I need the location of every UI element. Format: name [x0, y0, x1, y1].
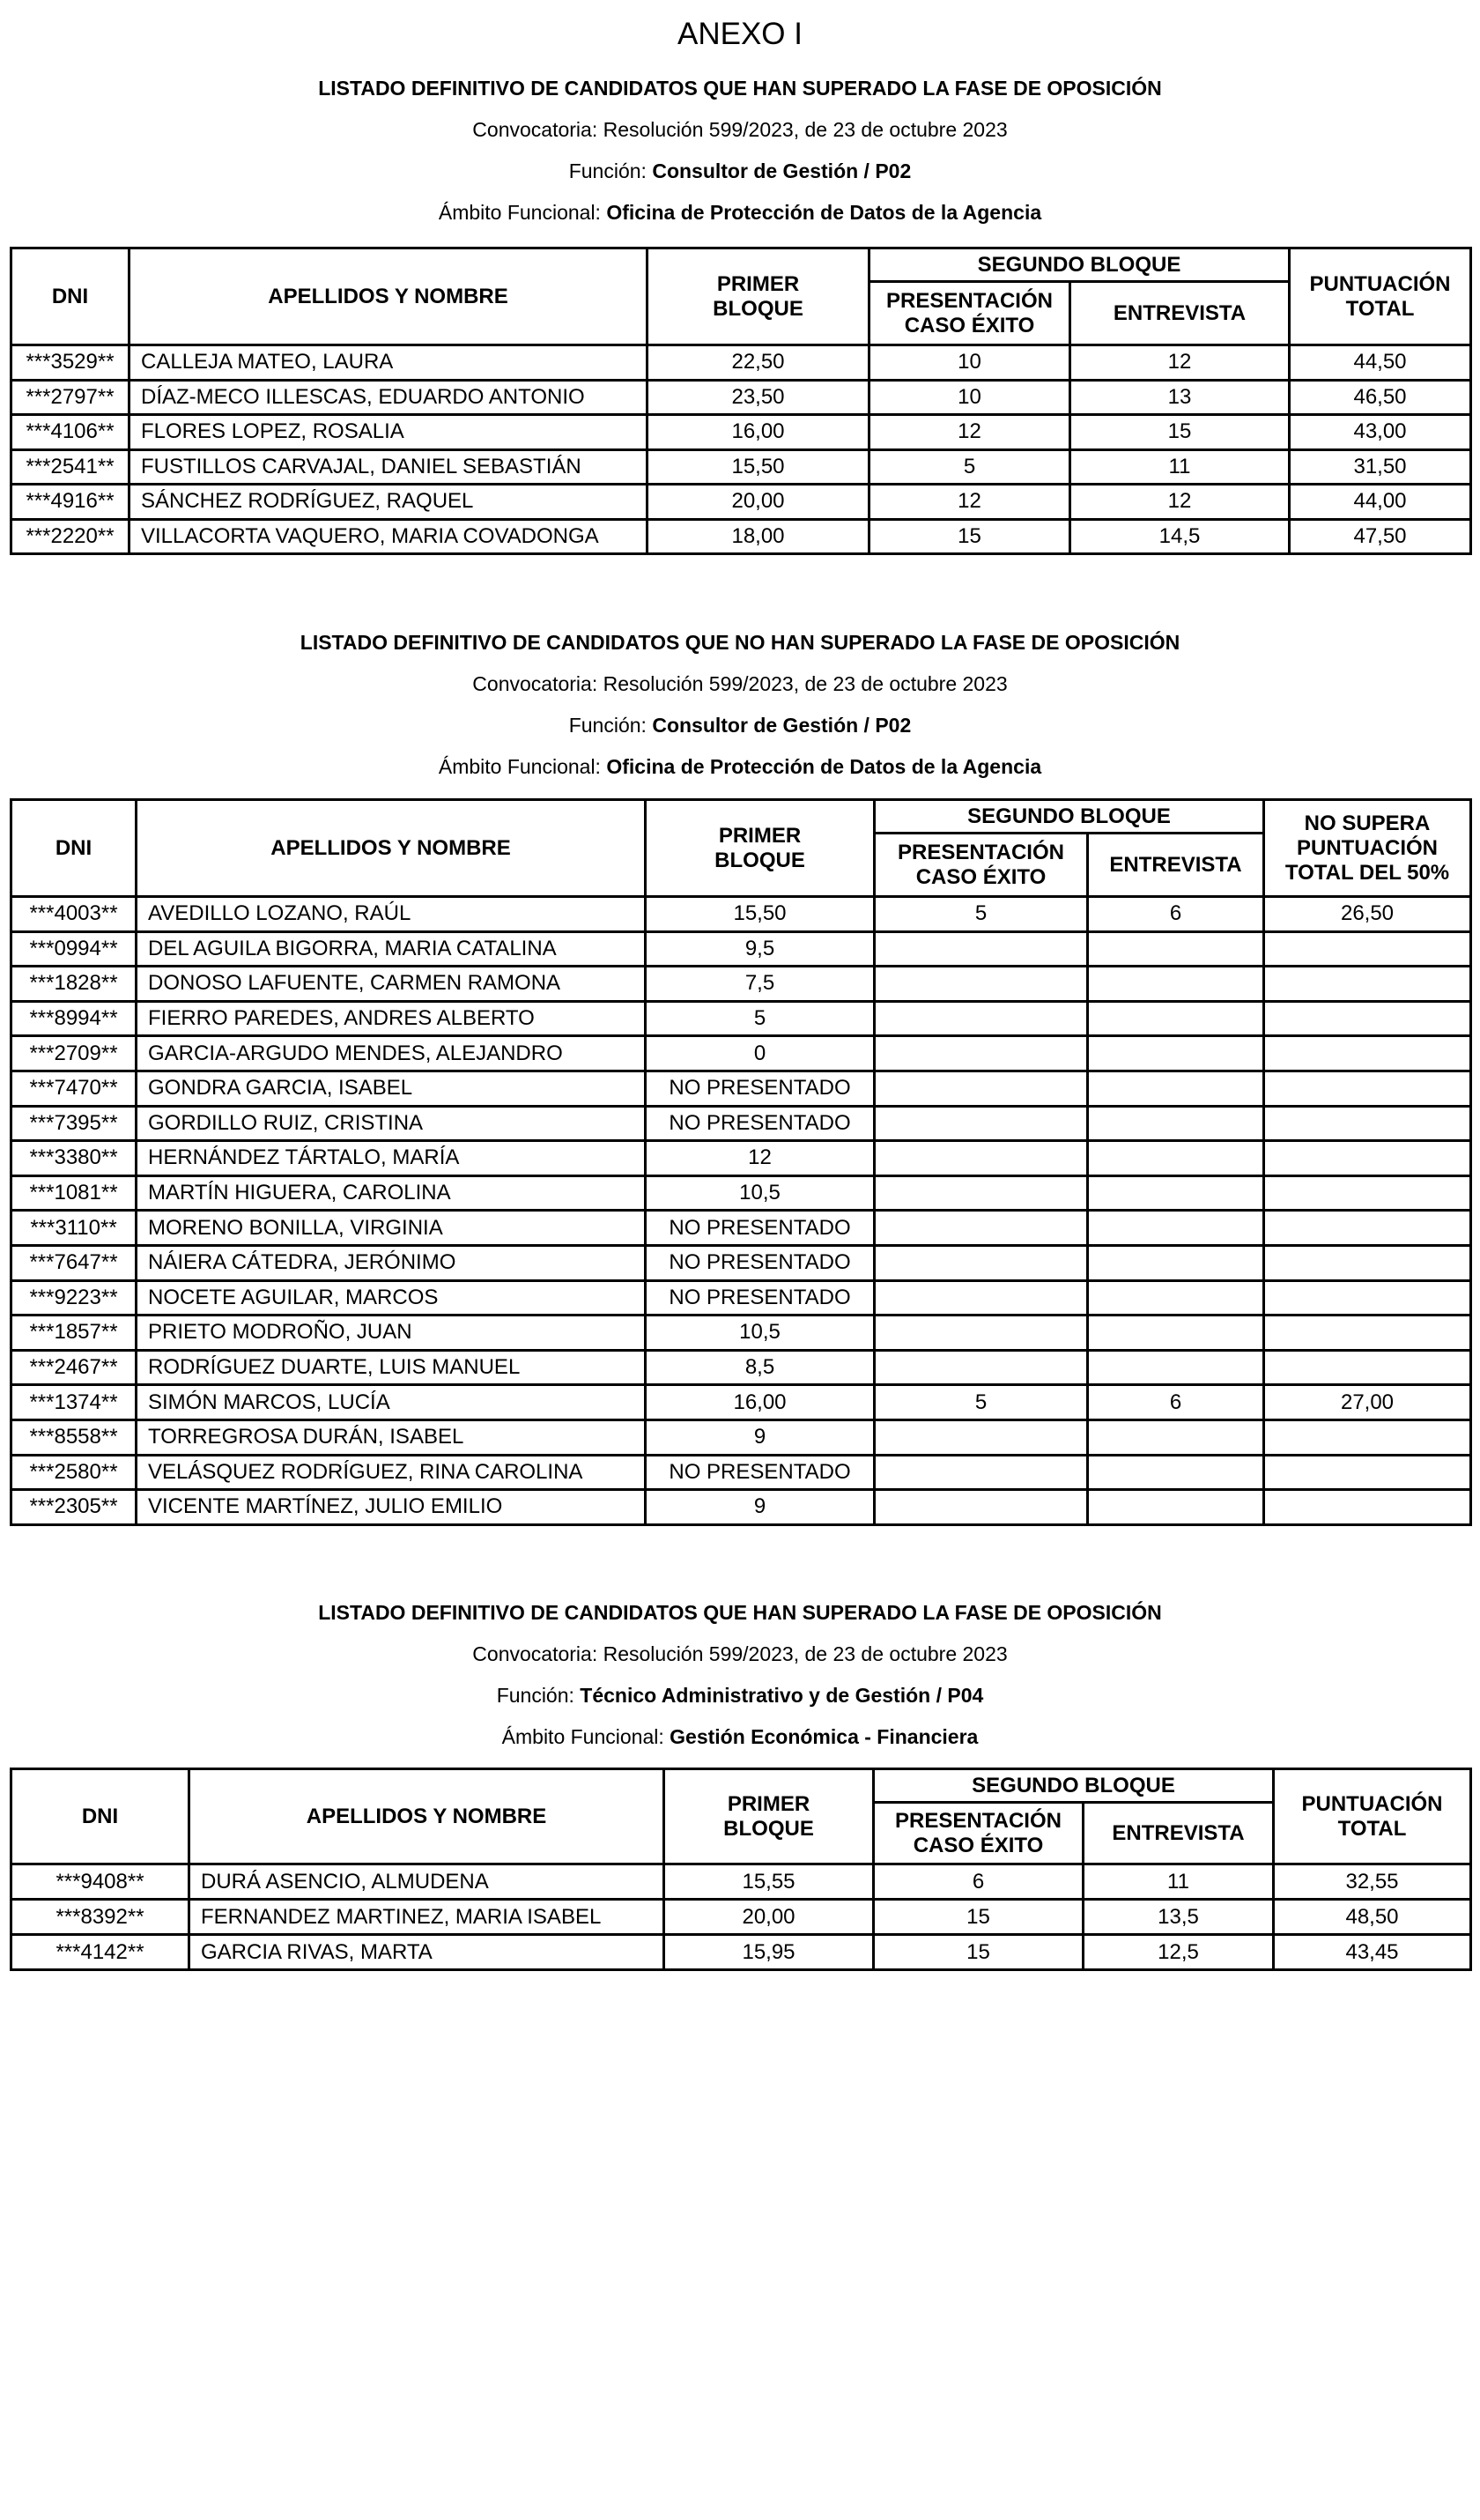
total-cell: [1264, 931, 1471, 967]
name-cell: FUSTILLOS CARVAJAL, DANIEL SEBASTIÁN: [130, 449, 648, 485]
entrevista-cell: 13: [1070, 380, 1290, 415]
entrevista-cell: [1088, 1350, 1264, 1385]
entrevista-cell: [1088, 1001, 1264, 1036]
convocatoria-line: Convocatoria: Resolución 599/2023, de 23 de octubre 2023: [472, 118, 1008, 141]
primer-bloque-cell: NO PRESENTADO: [646, 1280, 875, 1316]
entrevista-cell: [1088, 1211, 1264, 1246]
col-header-segundo-bloque: SEGUNDO BLOQUE: [875, 800, 1264, 834]
dni-cell: ***7395**: [11, 1106, 137, 1141]
total-cell: [1264, 1001, 1471, 1036]
total-cell: 32,55: [1274, 1864, 1471, 1900]
name-cell: RODRÍGUEZ DUARTE, LUIS MANUEL: [137, 1350, 646, 1385]
dni-cell: ***4106**: [11, 415, 130, 450]
primer-bloque-cell: 9: [646, 1419, 875, 1455]
total-cell: [1264, 1455, 1471, 1490]
entrevista-cell: 15: [1070, 415, 1290, 450]
presentacion-cell: 15: [874, 1935, 1084, 1970]
section-3-header: [0, 1591, 1480, 1758]
dni-cell: ***3529**: [11, 345, 130, 381]
col-header-segundo-bloque: SEGUNDO BLOQUE: [870, 248, 1290, 282]
presentacion-cell: 12: [870, 485, 1070, 520]
total-cell: [1264, 1419, 1471, 1455]
table-row: [11, 967, 1471, 1002]
presentacion-cell: 10: [870, 380, 1070, 415]
dni-cell: ***2580**: [11, 1455, 137, 1490]
primer-bloque-cell: NO PRESENTADO: [646, 1245, 875, 1280]
entrevista-cell: 6: [1088, 1385, 1264, 1420]
dni-cell: ***3380**: [11, 1141, 137, 1176]
table-row: [11, 897, 1471, 932]
primer-bloque-cell: 20,00: [664, 1900, 874, 1935]
primer-bloque-cell: 15,95: [664, 1935, 874, 1970]
primer-bloque-cell: 16,00: [646, 1385, 875, 1420]
dni-cell: ***8558**: [11, 1419, 137, 1455]
total-cell: [1264, 1036, 1471, 1071]
presentacion-cell: [875, 967, 1088, 1002]
primer-bloque-cell: 7,5: [646, 967, 875, 1002]
table-row: [11, 1350, 1471, 1385]
ambito-line: [0, 746, 1480, 788]
presentacion-cell: [875, 1001, 1088, 1036]
entrevista-cell: [1088, 1036, 1264, 1071]
dni-cell: ***2541**: [11, 449, 130, 485]
table-row: [11, 1211, 1471, 1246]
dni-cell: ***0994**: [11, 931, 137, 967]
primer-bloque-cell: 5: [646, 1001, 875, 1036]
presentacion-cell: [875, 1036, 1088, 1071]
col-header-nombre: APELLIDOS Y NOMBRE: [137, 800, 646, 897]
table-row: [11, 519, 1471, 554]
entrevista-cell: [1088, 1316, 1264, 1351]
table-row: [11, 1175, 1471, 1211]
presentacion-cell: [875, 1455, 1088, 1490]
primer-bloque-cell: NO PRESENTADO: [646, 1071, 875, 1106]
total-cell: 47,50: [1290, 519, 1471, 554]
ambito-line: [0, 1716, 1480, 1758]
primer-bloque-cell: 18,00: [648, 519, 870, 554]
presentacion-cell: [875, 931, 1088, 967]
name-cell: MARTÍN HIGUERA, CAROLINA: [137, 1175, 646, 1211]
table-passed-consultor: [10, 247, 1472, 555]
name-cell: GARCIA RIVAS, MARTA: [189, 1935, 664, 1970]
total-cell: [1264, 1280, 1471, 1316]
primer-bloque-cell: 22,50: [648, 345, 870, 381]
primer-bloque-cell: 15,55: [664, 1864, 874, 1900]
dni-cell: ***1081**: [11, 1175, 137, 1211]
name-cell: TORREGROSA DURÁN, ISABEL: [137, 1419, 646, 1455]
entrevista-cell: [1088, 1419, 1264, 1455]
entrevista-cell: [1088, 1175, 1264, 1211]
table-row: [11, 1001, 1471, 1036]
table-row: [11, 1490, 1471, 1525]
section-heading: LISTADO DEFINITIVO DE CANDIDATOS QUE HAN SUPERADO LA FASE DE OPOSICIÓN: [318, 77, 1162, 100]
name-cell: SIMÓN MARCOS, LUCÍA: [137, 1385, 646, 1420]
section-2-header: [0, 621, 1480, 788]
col-header-presentacion: PRESENTACIÓN CASO ÉXITO: [874, 1803, 1084, 1864]
total-cell: [1264, 1211, 1471, 1246]
name-cell: VICENTE MARTÍNEZ, JULIO EMILIO: [137, 1490, 646, 1525]
entrevista-cell: [1088, 1245, 1264, 1280]
col-header-entrevista: ENTREVISTA: [1070, 282, 1290, 345]
presentacion-cell: 12: [870, 415, 1070, 450]
presentacion-cell: [875, 1490, 1088, 1525]
dni-cell: ***2797**: [11, 380, 130, 415]
name-cell: DURÁ ASENCIO, ALMUDENA: [189, 1864, 664, 1900]
dni-cell: ***7470**: [11, 1071, 137, 1106]
dni-cell: ***1857**: [11, 1316, 137, 1351]
total-cell: 48,50: [1274, 1900, 1471, 1935]
col-header-nombre: APELLIDOS Y NOMBRE: [189, 1769, 664, 1864]
document-title: ANEXO I: [677, 17, 803, 51]
primer-bloque-cell: 8,5: [646, 1350, 875, 1385]
entrevista-cell: [1088, 1106, 1264, 1141]
col-header-dni: DNI: [11, 248, 130, 345]
total-cell: 46,50: [1290, 380, 1471, 415]
entrevista-cell: 11: [1084, 1864, 1274, 1900]
entrevista-cell: 12,5: [1084, 1935, 1274, 1970]
presentacion-cell: [875, 1175, 1088, 1211]
total-cell: [1264, 1106, 1471, 1141]
section-heading: LISTADO DEFINITIVO DE CANDIDATOS QUE NO HAN SUPERADO LA FASE DE OPOSICIÓN: [300, 631, 1180, 654]
dni-cell: ***2467**: [11, 1350, 137, 1385]
funcion-value: Técnico Administrativo y de Gestión / P04: [580, 1684, 984, 1707]
table-row: [11, 1245, 1471, 1280]
convocatoria-line: Convocatoria: Resolución 599/2023, de 23 de octubre 2023: [472, 672, 1008, 695]
col-header-nombre: APELLIDOS Y NOMBRE: [130, 248, 648, 345]
name-cell: DÍAZ-MECO ILLESCAS, EDUARDO ANTONIO: [130, 380, 648, 415]
table-row: [11, 1900, 1471, 1935]
primer-bloque-cell: 10,5: [646, 1316, 875, 1351]
presentacion-cell: 5: [875, 1385, 1088, 1420]
col-header-presentacion: PRESENTACIÓN CASO ÉXITO: [875, 834, 1088, 897]
ambito-label: Ámbito Funcional:: [501, 1725, 670, 1748]
total-cell: [1264, 1316, 1471, 1351]
primer-bloque-cell: 20,00: [648, 485, 870, 520]
entrevista-cell: [1088, 1490, 1264, 1525]
presentacion-cell: 10: [870, 345, 1070, 381]
total-cell: [1264, 1141, 1471, 1176]
name-cell: GONDRA GARCIA, ISABEL: [137, 1071, 646, 1106]
table-row: [11, 1036, 1471, 1071]
entrevista-cell: [1088, 1280, 1264, 1316]
table-row: [11, 380, 1471, 415]
entrevista-cell: [1088, 1455, 1264, 1490]
entrevista-cell: [1088, 931, 1264, 967]
primer-bloque-cell: 9,5: [646, 931, 875, 967]
table-row: [11, 1419, 1471, 1455]
name-cell: AVEDILLO LOZANO, RAÚL: [137, 897, 646, 932]
name-cell: MORENO BONILLA, VIRGINIA: [137, 1211, 646, 1246]
presentacion-cell: [875, 1211, 1088, 1246]
name-cell: FLORES LOPEZ, ROSALIA: [130, 415, 648, 450]
total-cell: 26,50: [1264, 897, 1471, 932]
table-row: [11, 485, 1471, 520]
ambito-value: Oficina de Protección de Datos de la Agencia: [606, 755, 1042, 778]
table-row: [11, 1864, 1471, 1900]
total-cell: [1264, 1245, 1471, 1280]
name-cell: PRIETO MODROÑO, JUAN: [137, 1316, 646, 1351]
dni-cell: ***4003**: [11, 897, 137, 932]
name-cell: FIERRO PAREDES, ANDRES ALBERTO: [137, 1001, 646, 1036]
col-header-total: PUNTUACIÓN TOTAL: [1290, 248, 1471, 345]
col-header-dni: DNI: [11, 1769, 189, 1864]
table-row: [11, 1106, 1471, 1141]
ambito-value: Oficina de Protección de Datos de la Agencia: [606, 201, 1042, 224]
presentacion-cell: 6: [874, 1864, 1084, 1900]
col-header-primer-bloque: PRIMER BLOQUE: [664, 1769, 874, 1864]
total-cell: [1264, 967, 1471, 1002]
presentacion-cell: [875, 1141, 1088, 1176]
funcion-line: [0, 151, 1480, 192]
primer-bloque-cell: 9: [646, 1490, 875, 1525]
dni-cell: ***9408**: [11, 1864, 189, 1900]
presentacion-cell: [875, 1071, 1088, 1106]
primer-bloque-cell: 10,5: [646, 1175, 875, 1211]
table-not-passed-consultor: [10, 798, 1472, 1526]
entrevista-cell: 12: [1070, 485, 1290, 520]
name-cell: NÁIERA CÁTEDRA, JERÓNIMO: [137, 1245, 646, 1280]
presentacion-cell: [875, 1280, 1088, 1316]
entrevista-cell: 6: [1088, 897, 1264, 932]
dni-cell: ***8994**: [11, 1001, 137, 1036]
total-cell: 43,00: [1290, 415, 1471, 450]
primer-bloque-cell: 23,50: [648, 380, 870, 415]
funcion-label: Función:: [568, 714, 653, 737]
name-cell: SÁNCHEZ RODRÍGUEZ, RAQUEL: [130, 485, 648, 520]
table-row: [11, 1280, 1471, 1316]
col-header-dni: DNI: [11, 800, 137, 897]
dni-cell: ***2305**: [11, 1490, 137, 1525]
table-row: [11, 415, 1471, 450]
total-cell: [1264, 1071, 1471, 1106]
total-cell: 31,50: [1290, 449, 1471, 485]
presentacion-cell: 5: [870, 449, 1070, 485]
dni-cell: ***1828**: [11, 967, 137, 1002]
presentacion-cell: [875, 1106, 1088, 1141]
table-row: [11, 931, 1471, 967]
col-header-presentacion: PRESENTACIÓN CASO ÉXITO: [870, 282, 1070, 345]
primer-bloque-cell: 15,50: [646, 897, 875, 932]
table-row: [11, 1935, 1471, 1970]
primer-bloque-cell: 12: [646, 1141, 875, 1176]
convocatoria-line: Convocatoria: Resolución 599/2023, de 23 de octubre 2023: [472, 1642, 1008, 1665]
name-cell: VELÁSQUEZ RODRÍGUEZ, RINA CAROLINA: [137, 1455, 646, 1490]
col-header-entrevista: ENTREVISTA: [1088, 834, 1264, 897]
primer-bloque-cell: 0: [646, 1036, 875, 1071]
funcion-line: [0, 705, 1480, 746]
total-cell: [1264, 1490, 1471, 1525]
entrevista-cell: 14,5: [1070, 519, 1290, 554]
entrevista-cell: 13,5: [1084, 1900, 1274, 1935]
total-cell: 43,45: [1274, 1935, 1471, 1970]
dni-cell: ***8392**: [11, 1900, 189, 1935]
col-header-primer-bloque: PRIMER BLOQUE: [646, 800, 875, 897]
dni-cell: ***7647**: [11, 1245, 137, 1280]
total-cell: 44,00: [1290, 485, 1471, 520]
entrevista-cell: [1088, 967, 1264, 1002]
table-row: [11, 1455, 1471, 1490]
primer-bloque-cell: NO PRESENTADO: [646, 1455, 875, 1490]
presentacion-cell: [875, 1419, 1088, 1455]
presentacion-cell: 15: [874, 1900, 1084, 1935]
name-cell: GORDILLO RUIZ, CRISTINA: [137, 1106, 646, 1141]
ambito-label: Ámbito Funcional:: [438, 201, 607, 224]
dni-cell: ***2709**: [11, 1036, 137, 1071]
table-row: [11, 1385, 1471, 1420]
funcion-value: Consultor de Gestión / P02: [652, 159, 912, 182]
primer-bloque-cell: 16,00: [648, 415, 870, 450]
col-header-no-supera: NO SUPERA PUNTUACIÓN TOTAL DEL 50%: [1264, 800, 1471, 897]
presentacion-cell: [875, 1316, 1088, 1351]
name-cell: VILLACORTA VAQUERO, MARIA COVADONGA: [130, 519, 648, 554]
col-header-total: PUNTUACIÓN TOTAL: [1274, 1769, 1471, 1864]
name-cell: FERNANDEZ MARTINEZ, MARIA ISABEL: [189, 1900, 664, 1935]
entrevista-cell: 12: [1070, 345, 1290, 381]
funcion-label: Función:: [496, 1684, 581, 1707]
primer-bloque-cell: 15,50: [648, 449, 870, 485]
entrevista-cell: 11: [1070, 449, 1290, 485]
primer-bloque-cell: NO PRESENTADO: [646, 1106, 875, 1141]
presentacion-cell: [875, 1350, 1088, 1385]
col-header-entrevista: ENTREVISTA: [1084, 1803, 1274, 1864]
total-cell: 44,50: [1290, 345, 1471, 381]
presentacion-cell: 15: [870, 519, 1070, 554]
dni-cell: ***1374**: [11, 1385, 137, 1420]
funcion-value: Consultor de Gestión / P02: [652, 714, 912, 737]
name-cell: DEL AGUILA BIGORRA, MARIA CATALINA: [137, 931, 646, 967]
total-cell: [1264, 1350, 1471, 1385]
name-cell: DONOSO LAFUENTE, CARMEN RAMONA: [137, 967, 646, 1002]
table-passed-tecnico: [10, 1768, 1472, 1971]
name-cell: NOCETE AGUILAR, MARCOS: [137, 1280, 646, 1316]
presentacion-cell: 5: [875, 897, 1088, 932]
table-row: [11, 1316, 1471, 1351]
table-row: [11, 449, 1471, 485]
name-cell: CALLEJA MATEO, LAURA: [130, 345, 648, 381]
table-row: [11, 1071, 1471, 1106]
section-1-header: [0, 67, 1480, 233]
total-cell: [1264, 1175, 1471, 1211]
entrevista-cell: [1088, 1071, 1264, 1106]
dni-cell: ***4916**: [11, 485, 130, 520]
table-row: [11, 1141, 1471, 1176]
primer-bloque-cell: NO PRESENTADO: [646, 1211, 875, 1246]
entrevista-cell: [1088, 1141, 1264, 1176]
dni-cell: ***9223**: [11, 1280, 137, 1316]
total-cell: 27,00: [1264, 1385, 1471, 1420]
dni-cell: ***4142**: [11, 1935, 189, 1970]
presentacion-cell: [875, 1245, 1088, 1280]
ambito-line: [0, 192, 1480, 233]
col-header-segundo-bloque: SEGUNDO BLOQUE: [874, 1769, 1274, 1803]
dni-cell: ***3110**: [11, 1211, 137, 1246]
col-header-primer-bloque: PRIMER BLOQUE: [648, 248, 870, 345]
name-cell: GARCIA-ARGUDO MENDES, ALEJANDRO: [137, 1036, 646, 1071]
name-cell: HERNÁNDEZ TÁRTALO, MARÍA: [137, 1141, 646, 1176]
ambito-value: Gestión Económica - Financiera: [670, 1725, 979, 1748]
section-heading: LISTADO DEFINITIVO DE CANDIDATOS QUE HAN SUPERADO LA FASE DE OPOSICIÓN: [318, 1601, 1162, 1624]
funcion-label: Función:: [568, 159, 653, 182]
funcion-line: [0, 1675, 1480, 1716]
dni-cell: ***2220**: [11, 519, 130, 554]
table-row: [11, 345, 1471, 381]
ambito-label: Ámbito Funcional:: [438, 755, 607, 778]
